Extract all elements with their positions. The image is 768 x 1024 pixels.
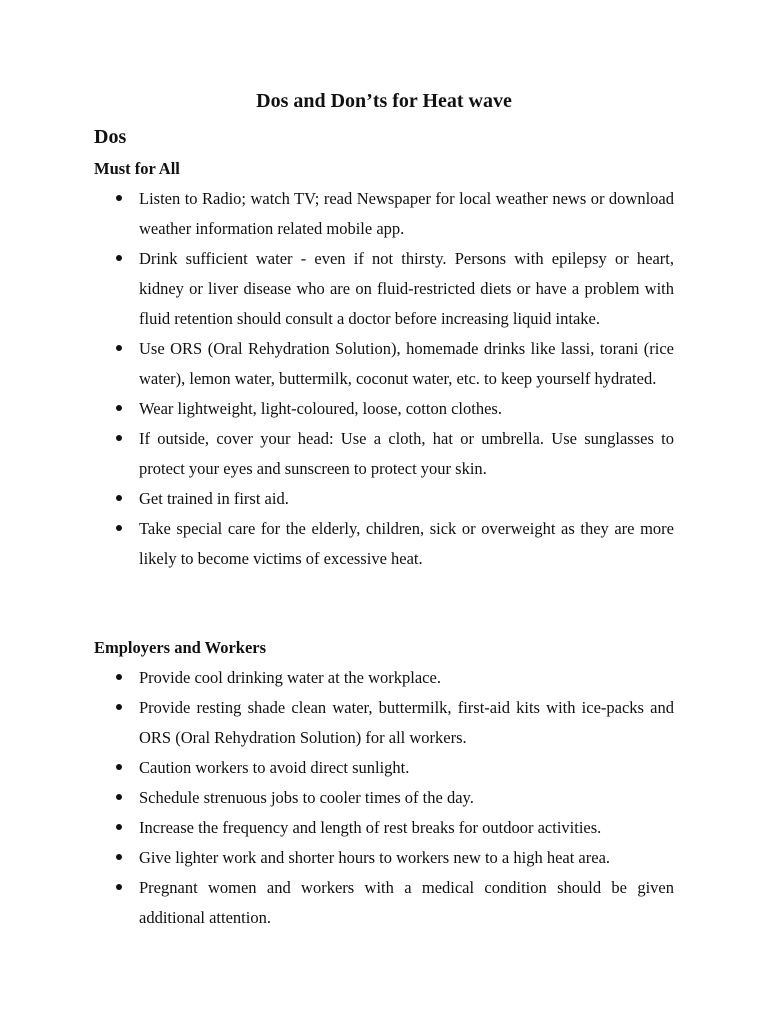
bullet-icon (116, 854, 122, 860)
list-item-text: Provide cool drinking water at the workplace. (139, 668, 441, 687)
list-item (139, 813, 674, 843)
employers-and-workers-list (139, 663, 674, 933)
list-item-text: Drink sufficient water - even if not thirsty. Persons with epilepsy or heart, kidney or liver disease who are on fluid-restricted diets or have a problem with fluid retention should consult a doctor before increasing liquid intake. (139, 249, 674, 328)
bullet-icon (116, 764, 122, 770)
list-item (139, 783, 674, 813)
list-item (139, 244, 674, 334)
bullet-icon (116, 884, 122, 890)
bullet-icon (116, 704, 122, 710)
list-item-text: Use ORS (Oral Rehydration Solution), homemade drinks like lassi, torani (rice water), lemon water, buttermilk, coconut water, etc. to keep yourself hydrated. (139, 339, 674, 388)
list-item-text: Give lighter work and shorter hours to workers new to a high heat area. (139, 848, 611, 867)
list-item-text: Get trained in first aid. (139, 489, 289, 508)
bullet-icon (116, 794, 122, 800)
list-item (139, 334, 674, 394)
list-item-text: Provide resting shade clean water, buttermilk, first-aid kits with ice-packs and ORS (Oral Rehydration Solution) for all workers. (139, 698, 674, 747)
bullet-icon (116, 405, 122, 411)
bullet-icon (116, 824, 122, 830)
list-item (139, 184, 674, 244)
list-item (139, 424, 674, 484)
list-item-text: Increase the frequency and length of rest breaks for outdoor activities. (139, 818, 602, 837)
bullet-icon (116, 525, 122, 531)
bullet-icon (116, 255, 122, 261)
section-heading-employers-and-workers: Employers and Workers (94, 638, 267, 657)
list-item-text: If outside, cover your head: Use a cloth, hat or umbrella. Use sunglasses to protect your eyes and sunscreen to protect your skin. (139, 429, 674, 478)
list-item (139, 484, 674, 514)
bullet-icon (116, 435, 122, 441)
list-item (139, 843, 674, 873)
list-item-text: Wear lightweight, light-coloured, loose, cotton clothes. (139, 399, 502, 418)
list-item (139, 394, 674, 424)
bullet-icon (116, 195, 122, 201)
list-item (139, 693, 674, 753)
list-item-text: Pregnant women and workers with a medical condition should be given additional attention. (139, 878, 674, 927)
bullet-icon (116, 495, 122, 501)
list-item (139, 514, 674, 574)
list-item (139, 873, 674, 933)
list-item-text: Schedule strenuous jobs to cooler times of the day. (139, 788, 474, 807)
list-item-text: Listen to Radio; watch TV; read Newspaper for local weather news or download weather information related mobile app. (139, 189, 674, 238)
page-title: Dos and Don’ts for Heat wave (256, 90, 512, 112)
dos-heading: Dos (94, 126, 127, 148)
list-item-text: Caution workers to avoid direct sunlight. (139, 758, 410, 777)
must-for-all-list (139, 184, 674, 574)
list-item (139, 753, 674, 783)
bullet-icon (116, 674, 122, 680)
bullet-icon (116, 345, 122, 351)
list-item-text: Take special care for the elderly, children, sick or overweight as they are more likely to become victims of excessive heat. (139, 519, 674, 568)
list-item (139, 663, 674, 693)
section-heading-must-for-all: Must for All (94, 159, 180, 178)
